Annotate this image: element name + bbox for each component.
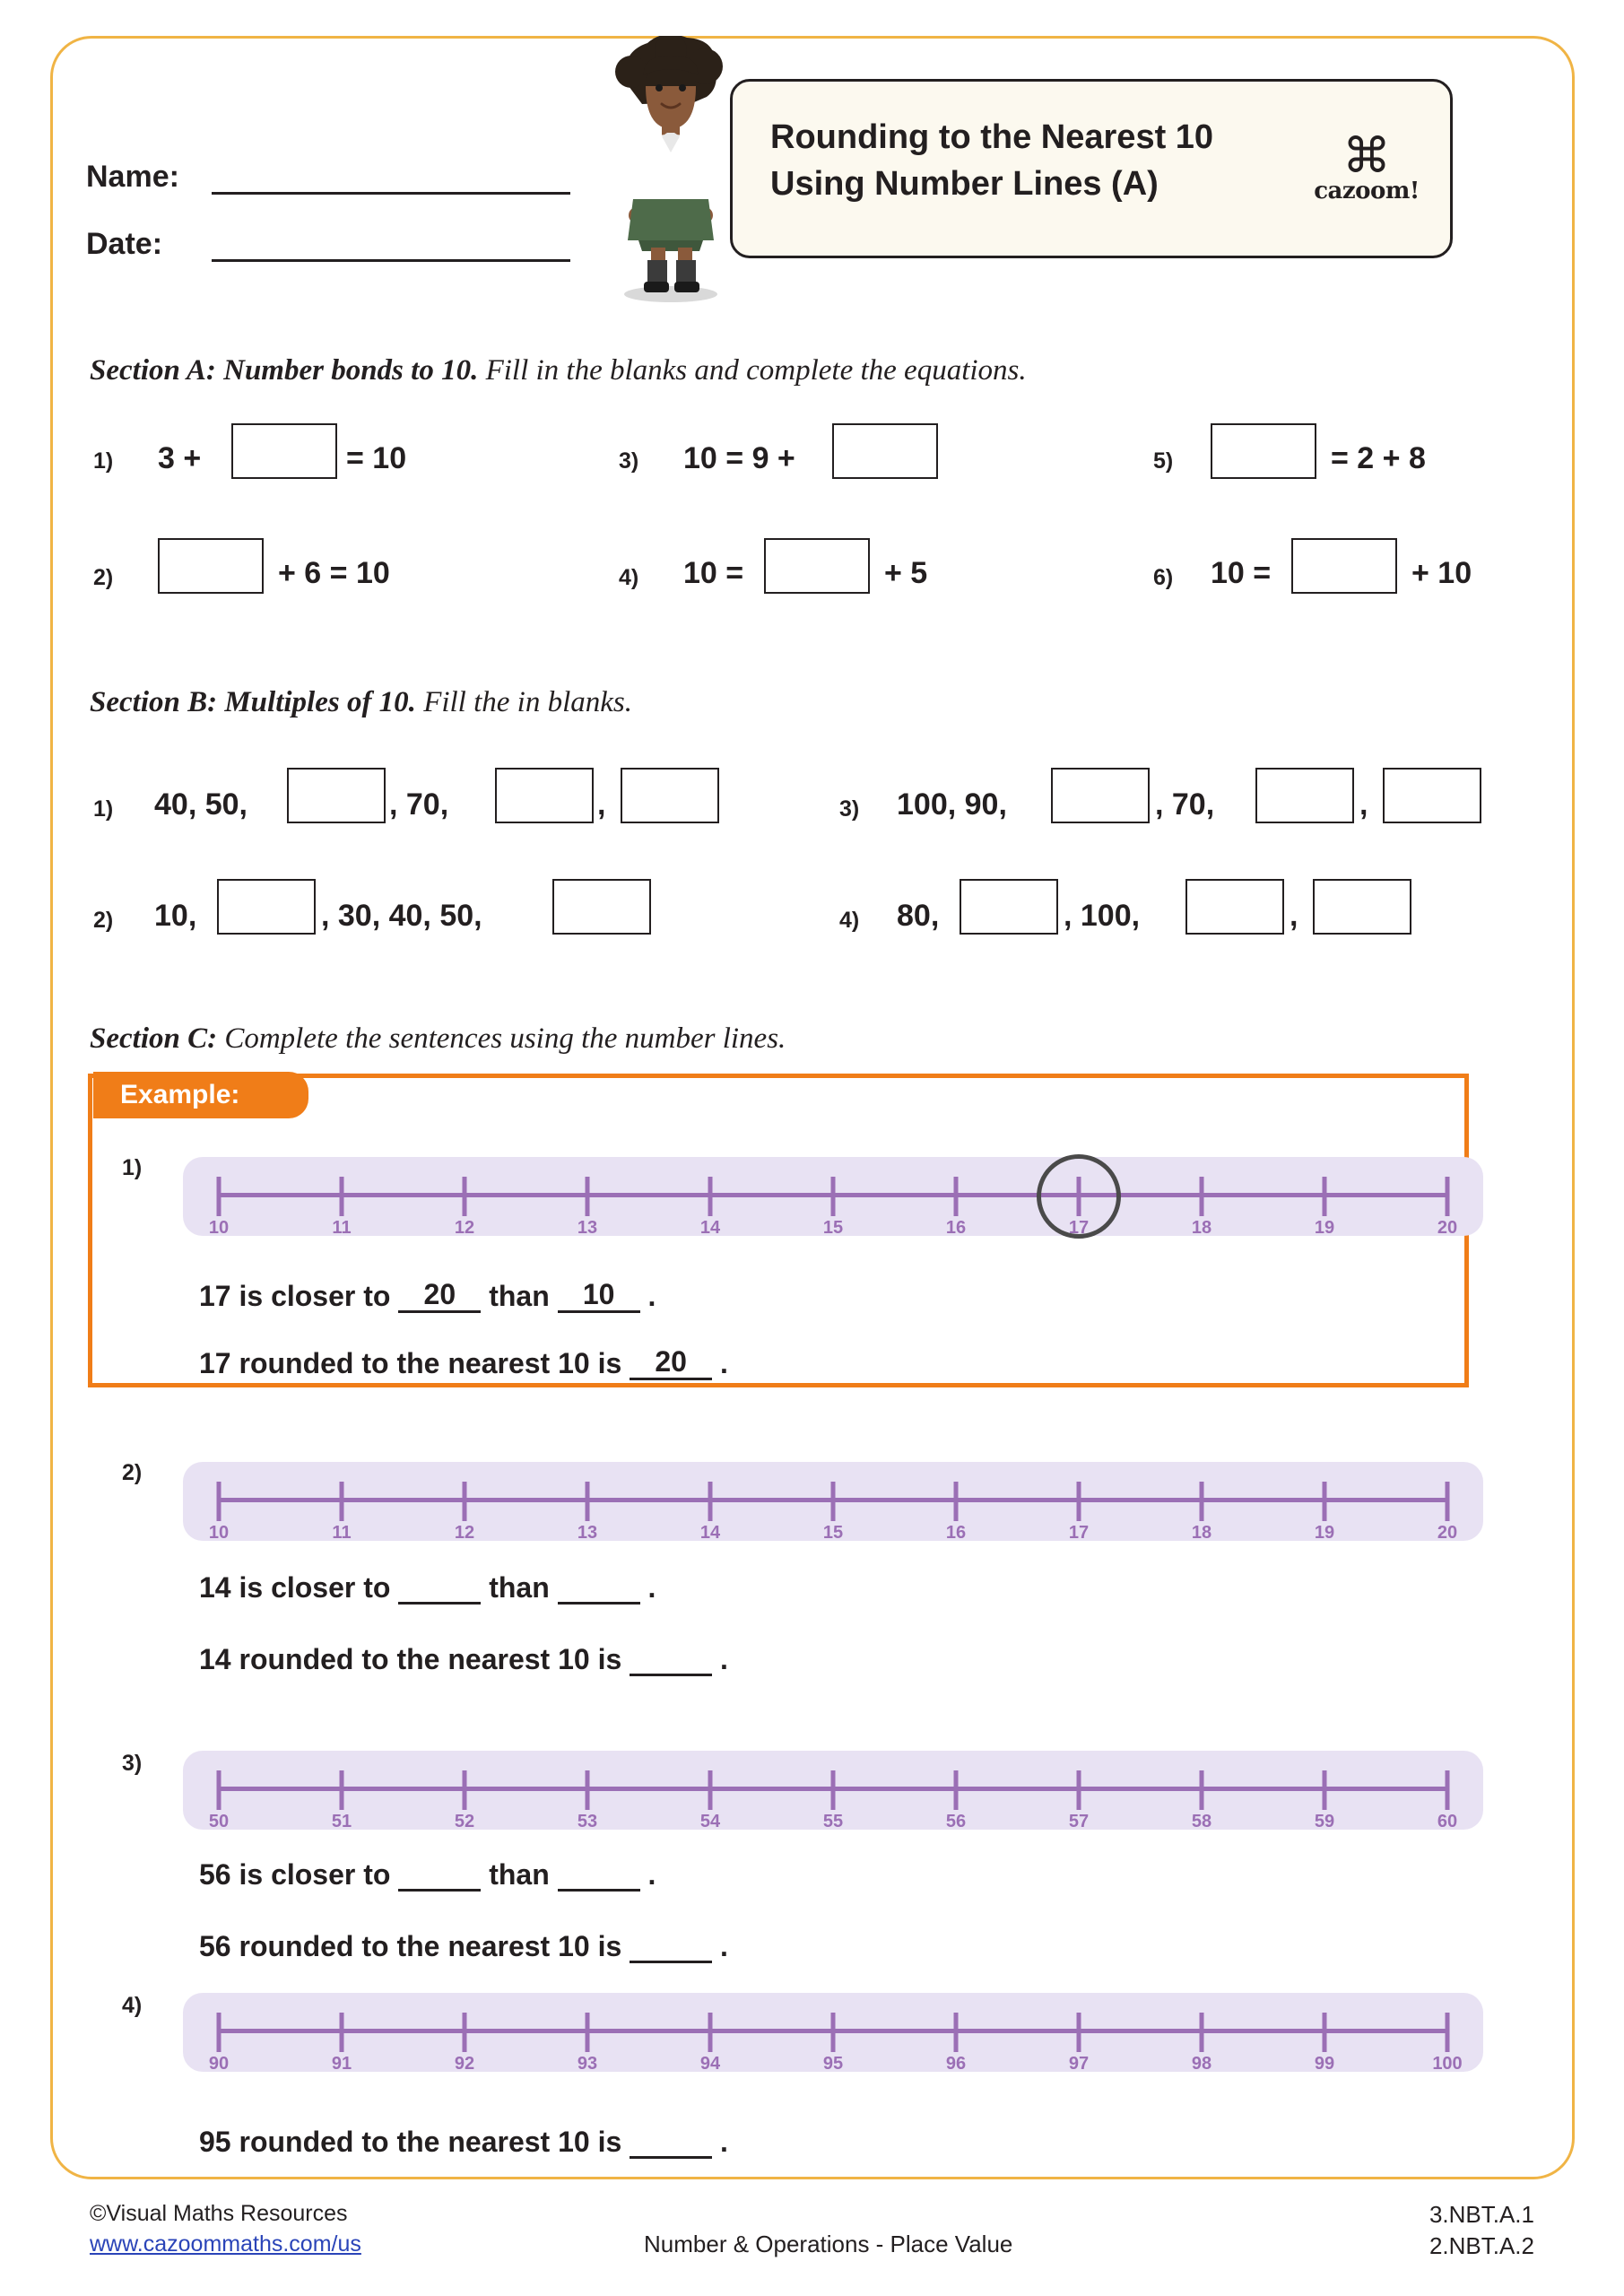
sequence-part: ,	[1359, 787, 1368, 822]
sentence-text: 17 is closer to	[199, 1280, 391, 1312]
sentence-4b	[199, 2126, 728, 2159]
worksheet-title-box	[730, 79, 1453, 258]
sentence-text: 17 rounded to the nearest 10 is	[199, 1347, 622, 1379]
website-link[interactable]: www.cazoommaths.com/us	[90, 2231, 361, 2257]
answer-box[interactable]	[764, 538, 870, 594]
tick-label: 14	[699, 1523, 721, 1543]
hourglass-icon: ⌘	[1342, 126, 1391, 184]
number-line-4	[183, 1993, 1483, 2072]
tick-label: 16	[945, 1523, 967, 1543]
section-a-heading-italic: Fill in the blanks and complete the equations.	[478, 354, 1027, 387]
question-number: 4)	[122, 1993, 143, 2018]
answer-box[interactable]	[217, 879, 316, 935]
equation-part: 10 = 9 +	[683, 441, 795, 475]
sentence-text: than	[489, 1280, 550, 1312]
tick-label: 95	[822, 2054, 844, 2074]
answer-blank[interactable]: 10	[558, 1278, 640, 1313]
tick-label: 60	[1437, 1812, 1458, 1831]
tick-label: 57	[1068, 1812, 1090, 1831]
answer-box[interactable]	[832, 423, 938, 479]
tick-mark	[954, 1770, 959, 1810]
tick-label: 99	[1314, 2054, 1335, 2074]
answer-box[interactable]	[158, 538, 264, 594]
answer-blank[interactable]	[558, 1571, 640, 1605]
tick-label: 12	[454, 1523, 475, 1543]
answer-blank[interactable]	[630, 2126, 712, 2159]
tick-mark	[586, 2013, 590, 2052]
tick-label: 18	[1191, 1218, 1212, 1238]
tick-label: 13	[577, 1523, 598, 1543]
equation-part: 10 =	[1211, 556, 1272, 590]
sentence-2a	[199, 1571, 656, 1605]
tick-label: 55	[822, 1812, 844, 1831]
sequence-part: 100, 90,	[897, 787, 1007, 822]
answer-blank[interactable]	[630, 1930, 712, 1963]
tick-mark	[831, 1482, 836, 1521]
name-input-line[interactable]	[212, 169, 570, 195]
question-number: 3)	[839, 796, 860, 822]
tick-mark	[708, 1770, 713, 1810]
equation-part: 3 +	[158, 441, 202, 475]
logo-wordmark: cazoom!	[1314, 178, 1420, 205]
sequence-part: ,	[597, 787, 606, 822]
tick-label: 20	[1437, 1523, 1458, 1543]
section-c-heading	[90, 1022, 786, 1056]
section-c-heading-bold: Section C:	[90, 1022, 218, 1055]
date-label: Date:	[86, 227, 163, 261]
tick-mark	[831, 1177, 836, 1216]
tick-mark	[954, 2013, 959, 2052]
section-b-heading	[90, 686, 632, 719]
tick-mark	[217, 1177, 221, 1216]
sequence-part: 10,	[154, 899, 197, 933]
tick-label: 91	[331, 2054, 352, 2074]
sequence-part: , 100,	[1064, 899, 1141, 933]
tick-label: 11	[332, 1523, 352, 1543]
question-number: 4)	[839, 908, 860, 933]
question-number: 4)	[619, 565, 639, 590]
footer-topic: Number & Operations - Place Value	[644, 2231, 1013, 2257]
tick-label: 51	[331, 1812, 352, 1831]
tick-mark	[217, 1482, 221, 1521]
number-line-1	[183, 1157, 1483, 1236]
tick-label: 15	[822, 1523, 844, 1543]
tick-label: 18	[1191, 1523, 1212, 1543]
sentence-text: .	[720, 1643, 728, 1675]
sentence-text: .	[720, 1347, 728, 1379]
tick-mark	[1200, 1770, 1204, 1810]
tick-mark	[340, 1770, 344, 1810]
tick-mark	[1323, 1770, 1327, 1810]
tick-mark	[831, 1770, 836, 1810]
footer-left	[90, 2199, 361, 2260]
tick-mark	[463, 2013, 467, 2052]
answer-box[interactable]	[1211, 423, 1316, 479]
tick-mark	[708, 1482, 713, 1521]
tick-label: 59	[1314, 1812, 1335, 1831]
section-c-heading-italic: Complete the sentences using the number lines.	[217, 1022, 786, 1055]
tick-mark	[463, 1177, 467, 1216]
answer-box[interactable]	[552, 879, 651, 935]
tick-mark	[463, 1770, 467, 1810]
section-b-heading-bold: Section B: Multiples of 10.	[90, 686, 416, 718]
circled-number-marker	[1037, 1154, 1121, 1239]
answer-blank[interactable]: 20	[630, 1345, 712, 1380]
sentence-text: .	[647, 1858, 656, 1891]
answer-blank[interactable]	[398, 1858, 481, 1892]
tick-mark	[954, 1177, 959, 1216]
question-number: 2)	[93, 565, 114, 590]
standard-1: 3.NBT.A.1	[1429, 2201, 1534, 2228]
answer-box[interactable]	[1291, 538, 1397, 594]
question-number: 2)	[93, 908, 114, 933]
tick-label: 11	[332, 1218, 352, 1238]
sentence-text: .	[647, 1280, 656, 1312]
tick-mark	[1077, 2013, 1081, 2052]
tick-mark	[217, 2013, 221, 2052]
question-number: 5)	[1153, 448, 1174, 474]
sentence-text: 14 rounded to the nearest 10 is	[199, 1643, 622, 1675]
tick-mark	[1077, 1482, 1081, 1521]
tick-mark	[586, 1482, 590, 1521]
tick-label: 93	[577, 2054, 598, 2074]
tick-mark	[1446, 1177, 1450, 1216]
sentence-3b	[199, 1930, 728, 1963]
question-number: 3)	[122, 1751, 143, 1776]
equation-part: + 6 = 10	[278, 556, 390, 590]
tick-label: 10	[208, 1218, 230, 1238]
question-number: 1)	[122, 1155, 143, 1180]
sentence-1a	[199, 1278, 656, 1313]
date-input-line[interactable]	[212, 236, 570, 262]
equation-part: + 10	[1411, 556, 1472, 590]
tick-mark	[340, 1482, 344, 1521]
tick-label: 12	[454, 1218, 475, 1238]
answer-blank[interactable]	[630, 1643, 712, 1676]
answer-box[interactable]	[495, 768, 594, 823]
name-row	[86, 160, 570, 195]
tick-label: 100	[1432, 2054, 1463, 2074]
tick-label: 14	[699, 1218, 721, 1238]
section-a-heading-bold: Section A: Number bonds to 10.	[90, 354, 479, 387]
answer-box[interactable]	[1383, 768, 1481, 823]
tick-label: 20	[1437, 1218, 1458, 1238]
question-number: 1)	[93, 796, 114, 822]
sentence-text: than	[489, 1571, 550, 1604]
sequence-part: , 70,	[389, 787, 449, 822]
cazoom-logo	[1308, 116, 1425, 223]
tick-label: 16	[945, 1218, 967, 1238]
equation-part: = 10	[346, 441, 407, 475]
answer-box[interactable]	[1255, 768, 1354, 823]
tick-mark	[954, 1482, 959, 1521]
tick-label: 58	[1191, 1812, 1212, 1831]
tick-container	[208, 1476, 1458, 1543]
date-row	[86, 227, 570, 262]
tick-label: 94	[699, 2054, 721, 2074]
number-line-3	[183, 1751, 1483, 1830]
tick-mark	[1446, 1770, 1450, 1810]
sequence-part: 80,	[897, 899, 940, 933]
answer-box[interactable]	[1051, 768, 1150, 823]
sequence-part: 40, 50,	[154, 787, 248, 822]
tick-mark	[586, 1770, 590, 1810]
answer-box[interactable]	[1313, 879, 1411, 935]
copyright-text: ©Visual Maths Resources	[90, 2201, 348, 2226]
sequence-part: , 30, 40, 50,	[321, 899, 482, 933]
sentence-3a	[199, 1858, 656, 1892]
sentence-text: 14 is closer to	[199, 1571, 391, 1604]
standard-2: 2.NBT.A.2	[1429, 2232, 1534, 2260]
example-label: Example:	[93, 1072, 308, 1118]
tick-mark	[1323, 2013, 1327, 2052]
tick-mark	[1446, 2013, 1450, 2052]
tick-label: 19	[1314, 1218, 1335, 1238]
sentence-text: than	[489, 1858, 550, 1891]
sentence-text: .	[720, 1930, 728, 1962]
tick-label: 52	[454, 1812, 475, 1831]
tick-mark	[1200, 1482, 1204, 1521]
name-label: Name:	[86, 160, 179, 194]
footer-standards	[1429, 2199, 1534, 2262]
sentence-1b	[199, 1345, 728, 1380]
tick-mark	[340, 2013, 344, 2052]
question-number: 2)	[122, 1460, 143, 1485]
sequence-part: , 70,	[1155, 787, 1215, 822]
question-number: 1)	[93, 448, 114, 474]
sentence-text: 95 rounded to the nearest 10 is	[199, 2126, 622, 2158]
tick-label: 98	[1191, 2054, 1212, 2074]
tick-label: 96	[945, 2054, 967, 2074]
tick-container	[208, 1171, 1458, 1238]
question-number: 3)	[619, 448, 639, 474]
tick-mark	[1077, 1770, 1081, 1810]
tick-label: 17	[1068, 1523, 1090, 1543]
tick-mark	[217, 1770, 221, 1810]
tick-container	[208, 2007, 1463, 2074]
tick-mark	[463, 1482, 467, 1521]
tick-label: 97	[1068, 2054, 1090, 2074]
answer-blank[interactable]: 20	[398, 1278, 481, 1313]
tick-label: 90	[208, 2054, 230, 2074]
tick-label: 50	[208, 1812, 230, 1831]
tick-label: 53	[577, 1812, 598, 1831]
tick-mark	[1446, 1482, 1450, 1521]
answer-blank[interactable]	[398, 1571, 481, 1605]
tick-mark	[1200, 2013, 1204, 2052]
tick-label: 10	[208, 1523, 230, 1543]
equation-part: + 5	[884, 556, 928, 590]
sequence-part: ,	[1290, 899, 1298, 933]
sentence-text: .	[647, 1571, 656, 1604]
answer-box[interactable]	[287, 768, 386, 823]
tick-mark	[1323, 1482, 1327, 1521]
tick-label: 17	[1068, 1218, 1090, 1238]
section-a-heading	[90, 354, 1027, 387]
answer-box[interactable]	[960, 879, 1058, 935]
tick-container	[208, 1765, 1458, 1831]
question-number: 6)	[1153, 565, 1174, 590]
tick-mark	[1200, 1177, 1204, 1216]
tick-mark	[708, 1177, 713, 1216]
equation-part: 10 =	[683, 556, 744, 590]
tick-label: 15	[822, 1218, 844, 1238]
section-b-heading-italic: Fill the in blanks.	[415, 686, 632, 718]
answer-box[interactable]	[1185, 879, 1284, 935]
sentence-2b	[199, 1643, 728, 1676]
tick-mark	[1323, 1177, 1327, 1216]
tick-mark	[708, 2013, 713, 2052]
number-line-2	[183, 1462, 1483, 1541]
equation-part: = 2 + 8	[1331, 441, 1426, 475]
tick-label: 56	[945, 1812, 967, 1831]
answer-box[interactable]	[621, 768, 719, 823]
tick-label: 54	[699, 1812, 721, 1831]
sentence-text: 56 rounded to the nearest 10 is	[199, 1930, 622, 1962]
tick-mark	[831, 2013, 836, 2052]
sentence-text: 56 is closer to	[199, 1858, 391, 1891]
answer-box[interactable]	[231, 423, 337, 479]
tick-mark	[586, 1177, 590, 1216]
sentence-text: .	[720, 2126, 728, 2158]
answer-blank[interactable]	[558, 1858, 640, 1892]
tick-mark	[340, 1177, 344, 1216]
tick-label: 19	[1314, 1523, 1335, 1543]
tick-label: 13	[577, 1218, 598, 1238]
student-illustration	[599, 36, 743, 305]
tick-label: 92	[454, 2054, 475, 2074]
page-title: Rounding to the Nearest 10 Using Number Lines (A)	[770, 118, 1214, 204]
